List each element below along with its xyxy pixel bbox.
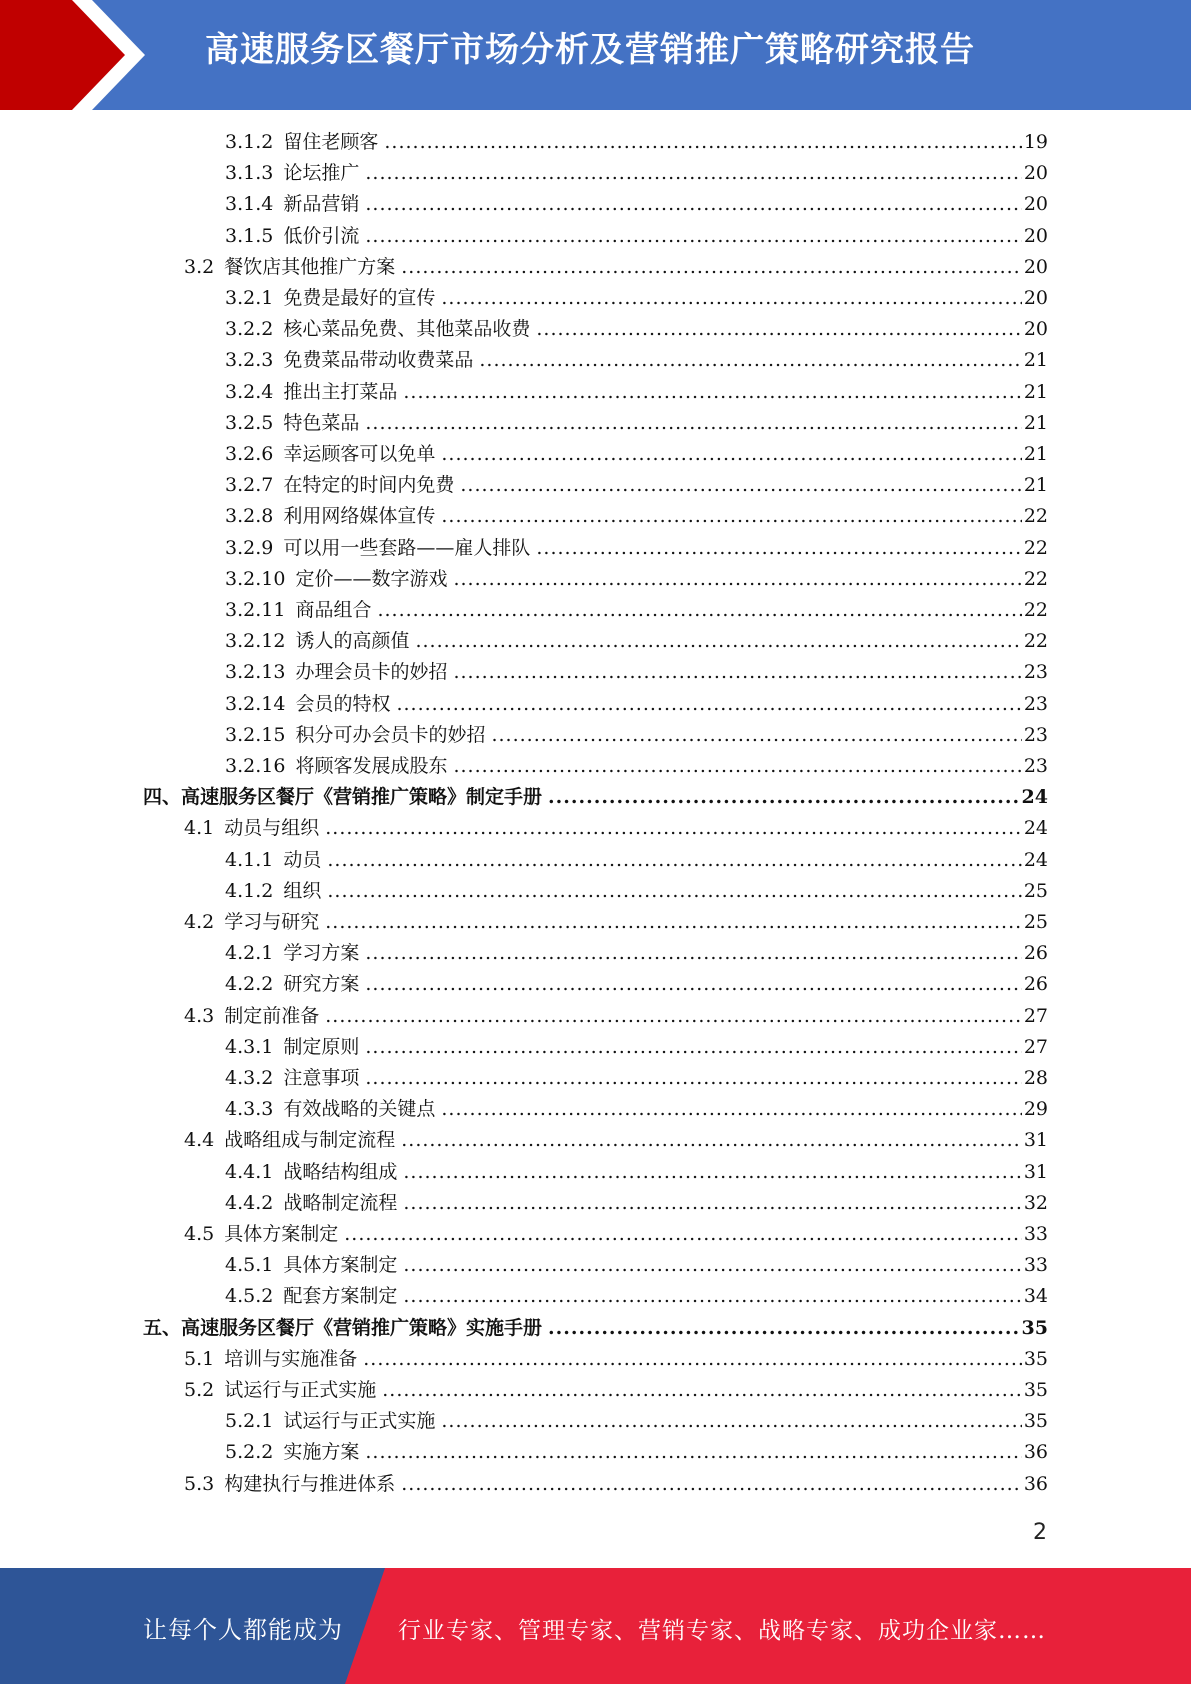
toc-entry-number: 4.1.2 xyxy=(225,879,274,902)
toc-dot-leader xyxy=(548,782,1020,813)
toc-entry-title: 餐饮店其他推广方案 xyxy=(224,255,396,278)
toc-entry-title: 在特定的时间内免费 xyxy=(283,474,455,497)
toc-entry[interactable] xyxy=(225,408,1048,439)
toc-entry-number: 5.2.1 xyxy=(225,1410,274,1433)
toc-dot-leader xyxy=(403,1250,1021,1281)
toc-entry-page: 22 xyxy=(1023,599,1048,621)
toc-entry-number: 3.2 xyxy=(184,255,215,278)
toc-entry-page: 33 xyxy=(1023,1254,1048,1277)
toc-entry-title: 实施方案 xyxy=(283,1441,360,1464)
toc-entry-number: 5.2.2 xyxy=(225,1441,274,1464)
toc-entry-page: 19 xyxy=(1023,131,1048,153)
toc-entry-page: 25 xyxy=(1023,911,1048,933)
toc-entry[interactable] xyxy=(225,938,1048,969)
toc-entry-number: 3.2.1 xyxy=(225,287,274,309)
toc-entry-number: 4.5.2 xyxy=(225,1285,274,1308)
report-title: 高速服务区餐厅市场分析及营销推广策略研究报告 xyxy=(205,30,975,70)
toc-dot-leader xyxy=(441,1406,1021,1437)
toc-entry[interactable] xyxy=(225,751,1048,782)
toc-entry-page: 20 xyxy=(1023,162,1048,185)
toc-entry-title: 组织 xyxy=(283,879,322,902)
toc-entry-title: 战略组成与制定流程 xyxy=(224,1129,396,1152)
toc-entry[interactable] xyxy=(184,813,1048,844)
toc-entry[interactable] xyxy=(184,1469,1048,1500)
toc-dot-leader xyxy=(453,657,1021,688)
toc-entry-page: 31 xyxy=(1023,1160,1048,1183)
toc-entry[interactable] xyxy=(225,1281,1048,1312)
toc-entry-title: 商品组合 xyxy=(295,599,372,621)
toc-entry[interactable] xyxy=(225,127,1048,158)
toc-entry-number: 4.3.1 xyxy=(225,1035,274,1058)
toc-dot-leader xyxy=(365,189,1021,220)
toc-entry-page: 22 xyxy=(1023,536,1048,559)
toc-entry-title: 推出主打菜品 xyxy=(283,380,398,403)
toc-entry[interactable] xyxy=(225,1094,1048,1125)
toc-entry-number: 3.2.8 xyxy=(225,505,274,528)
toc-entry[interactable] xyxy=(184,1001,1048,1032)
page-header xyxy=(0,0,1191,110)
toc-entry-page: 25 xyxy=(1023,879,1048,902)
toc-entry-number: 3.2.7 xyxy=(225,474,274,497)
toc-entry-number: 4.5.1 xyxy=(225,1254,274,1277)
toc-entry-page: 21 xyxy=(1023,411,1048,434)
toc-entry-number: 3.1.5 xyxy=(225,224,274,247)
toc-entry-number: 5.1 xyxy=(184,1347,215,1370)
toc-entry-page: 35 xyxy=(1023,1347,1048,1370)
toc-entry[interactable] xyxy=(225,689,1048,720)
toc-entry-title: 具体方案制定 xyxy=(283,1254,398,1277)
toc-entry-page: 26 xyxy=(1023,973,1048,996)
toc-entry[interactable] xyxy=(225,564,1048,595)
toc-dot-leader xyxy=(548,1313,1020,1344)
toc-entry[interactable] xyxy=(225,439,1048,470)
toc-entry-number: 3.2.10 xyxy=(225,567,286,590)
toc-entry-page: 27 xyxy=(1023,1035,1048,1058)
toc-entry-title: 免费菜品带动收费菜品 xyxy=(283,349,474,372)
toc-entry-number: 3.2.4 xyxy=(225,380,274,403)
toc-entry-title: 论坛推广 xyxy=(283,162,360,185)
toc-entry-number: 4.1.1 xyxy=(225,848,274,871)
toc-entry[interactable] xyxy=(225,345,1048,376)
toc-entry-number: 3.2.14 xyxy=(225,692,286,715)
toc-entry-title: 学习方案 xyxy=(283,942,360,965)
toc-entry[interactable] xyxy=(225,314,1048,345)
toc-entry-page: 27 xyxy=(1023,1004,1048,1027)
toc-dot-leader xyxy=(401,1125,1022,1156)
toc-dot-leader xyxy=(377,595,1021,626)
toc-entry-title: 动员与组织 xyxy=(224,817,320,840)
toc-entry-number: 3.2.3 xyxy=(225,349,274,372)
toc-entry[interactable] xyxy=(184,252,1048,283)
toc-entry[interactable] xyxy=(143,782,1048,813)
toc-entry-page: 24 xyxy=(1023,817,1048,840)
toc-entry-title: 四、高速服务区餐厅《营销推广策略》制定手册 xyxy=(143,786,543,809)
toc-dot-leader xyxy=(491,720,1021,751)
toc-entry[interactable] xyxy=(225,533,1048,564)
toc-entry[interactable] xyxy=(225,377,1048,408)
toc-entry[interactable] xyxy=(225,720,1048,751)
toc-entry-number: 3.2.2 xyxy=(225,318,274,341)
toc-entry-number: 5.3 xyxy=(184,1472,215,1495)
toc-dot-leader xyxy=(365,1063,1021,1094)
toc-entry[interactable] xyxy=(184,1344,1048,1375)
toc-dot-leader xyxy=(536,533,1021,564)
toc-entry-number: 3.2.12 xyxy=(225,630,286,653)
toc-entry-title: 配套方案制定 xyxy=(283,1285,398,1308)
toc-dot-leader xyxy=(396,689,1021,720)
footer-slogan-left: 让每个人都能成为 xyxy=(143,1616,343,1644)
toc-entry[interactable] xyxy=(225,1437,1048,1468)
toc-dot-leader xyxy=(384,127,1021,158)
toc-entry-number: 3.1.4 xyxy=(225,193,274,216)
toc-dot-leader xyxy=(363,1344,1022,1375)
toc-entry-title: 诱人的高颜值 xyxy=(295,630,410,653)
toc-entry-page: 21 xyxy=(1023,474,1048,497)
toc-entry-title: 可以用一些套路——雇人排队 xyxy=(283,536,531,559)
toc-entry-page: 28 xyxy=(1023,1067,1048,1089)
toc-entry-page: 35 xyxy=(1023,1410,1048,1433)
toc-entry-page: 36 xyxy=(1023,1441,1048,1464)
toc-entry[interactable] xyxy=(184,907,1048,938)
toc-entry-page: 20 xyxy=(1023,287,1048,309)
toc-entry-number: 3.2.11 xyxy=(225,599,286,621)
toc-entry[interactable] xyxy=(225,1157,1048,1188)
toc-entry-title: 利用网络媒体宣传 xyxy=(283,505,436,528)
toc-entry-number: 4.1 xyxy=(184,817,215,840)
toc-entry-number: 3.2.5 xyxy=(225,411,274,434)
toc-entry-title: 构建执行与推进体系 xyxy=(224,1472,396,1495)
toc-entry-page: 20 xyxy=(1023,318,1048,341)
toc-dot-leader xyxy=(365,1032,1021,1063)
toc-entry-number: 4.2.1 xyxy=(225,942,274,965)
toc-entry[interactable] xyxy=(225,189,1048,220)
toc-dot-leader xyxy=(441,501,1021,532)
toc-dot-leader xyxy=(403,1281,1021,1312)
toc-dot-leader xyxy=(365,158,1021,189)
toc-entry-page: 22 xyxy=(1023,505,1048,528)
toc-entry-number: 3.1.3 xyxy=(225,162,274,185)
toc-entry-page: 21 xyxy=(1023,443,1048,465)
toc-entry-title: 研究方案 xyxy=(283,973,360,996)
toc-entry-page: 31 xyxy=(1023,1129,1048,1152)
toc-entry[interactable] xyxy=(225,221,1048,252)
toc-entry-page: 24 xyxy=(1021,786,1048,809)
toc-entry[interactable] xyxy=(225,626,1048,657)
toc-dot-leader xyxy=(460,470,1021,501)
toc-entry-title: 幸运顾客可以免单 xyxy=(283,443,436,465)
toc-dot-leader xyxy=(365,1437,1021,1468)
toc-entry-title: 试运行与正式实施 xyxy=(283,1410,436,1433)
toc-entry[interactable] xyxy=(225,969,1048,1000)
toc-dot-leader xyxy=(401,252,1022,283)
toc-entry-title: 核心菜品免费、其他菜品收费 xyxy=(283,318,531,341)
toc-dot-leader xyxy=(325,907,1022,938)
toc-entry-title: 定价——数字游戏 xyxy=(295,567,448,590)
toc-entry-page: 24 xyxy=(1023,848,1048,871)
toc-entry-page: 23 xyxy=(1023,723,1048,746)
toc-dot-leader xyxy=(382,1375,1022,1406)
toc-dot-leader xyxy=(325,1001,1022,1032)
toc-entry-number: 5.2 xyxy=(184,1379,215,1401)
toc-entry-page: 35 xyxy=(1023,1379,1048,1401)
toc-entry-title: 制定前准备 xyxy=(224,1004,320,1027)
footer-slogan-right: 行业专家、管理专家、营销专家、战略专家、成功企业家…… xyxy=(398,1618,1046,1644)
toc-entry-title: 将顾客发展成股东 xyxy=(295,755,448,777)
toc-entry[interactable] xyxy=(225,657,1048,688)
toc-entry-title: 学习与研究 xyxy=(224,911,320,933)
toc-entry[interactable] xyxy=(184,1375,1048,1406)
toc-entry-page: 21 xyxy=(1023,380,1048,403)
toc-entry-title: 新品营销 xyxy=(283,193,360,216)
toc-dot-leader xyxy=(536,314,1021,345)
toc-entry-title: 特色菜品 xyxy=(283,411,360,434)
toc-entry-title: 战略制定流程 xyxy=(283,1191,398,1214)
toc-entry[interactable] xyxy=(184,1125,1048,1156)
toc-entry-page: 23 xyxy=(1023,661,1048,684)
page-number: 2 xyxy=(1033,1520,1047,1545)
toc-entry-page: 20 xyxy=(1023,224,1048,247)
toc-dot-leader xyxy=(365,221,1021,252)
toc-dot-leader xyxy=(325,813,1022,844)
toc-entry-title: 具体方案制定 xyxy=(224,1223,339,1245)
toc-dot-leader xyxy=(415,626,1021,657)
toc-entry[interactable] xyxy=(225,1188,1048,1219)
toc-entry[interactable] xyxy=(225,283,1048,314)
toc-entry[interactable] xyxy=(184,1219,1048,1250)
toc-dot-leader xyxy=(441,439,1021,470)
toc-dot-leader xyxy=(365,408,1021,439)
toc-entry-number: 4.2 xyxy=(184,911,215,933)
header-arrow-decoration xyxy=(0,0,160,110)
toc-entry[interactable] xyxy=(225,1063,1048,1094)
toc-entry-page: 21 xyxy=(1023,349,1048,372)
toc-dot-leader xyxy=(365,969,1021,1000)
toc-entry-page: 35 xyxy=(1021,1316,1048,1339)
toc-entry[interactable] xyxy=(225,470,1048,501)
toc-dot-leader xyxy=(453,564,1021,595)
toc-dot-leader xyxy=(441,1094,1021,1125)
toc-entry-title: 留住老顾客 xyxy=(283,131,379,153)
toc-entry-page: 34 xyxy=(1023,1285,1048,1308)
toc-entry-title: 制定原则 xyxy=(283,1035,360,1058)
toc-entry[interactable] xyxy=(225,876,1048,907)
toc-entry-number: 3.2.6 xyxy=(225,443,274,465)
toc-dot-leader xyxy=(403,377,1021,408)
toc-entry-page: 22 xyxy=(1023,630,1048,653)
toc-entry-page: 23 xyxy=(1023,755,1048,777)
toc-dot-leader xyxy=(401,1469,1022,1500)
toc-entry[interactable] xyxy=(225,501,1048,532)
toc-entry-number: 4.3 xyxy=(184,1004,215,1027)
toc-entry-page: 33 xyxy=(1023,1223,1048,1245)
toc-entry-title: 免费是最好的宣传 xyxy=(283,287,436,309)
toc-entry[interactable] xyxy=(225,1032,1048,1063)
toc-entry-title: 办理会员卡的妙招 xyxy=(295,661,448,684)
toc-entry-number: 4.3.2 xyxy=(225,1067,274,1089)
toc-entry-page: 26 xyxy=(1023,942,1048,965)
toc-entry-page: 20 xyxy=(1023,193,1048,216)
toc-entry-title: 五、高速服务区餐厅《营销推广策略》实施手册 xyxy=(143,1316,543,1339)
toc-entry-page: 22 xyxy=(1023,567,1048,590)
toc-dot-leader xyxy=(479,345,1021,376)
toc-dot-leader xyxy=(327,876,1021,907)
toc-dot-leader xyxy=(365,938,1021,969)
toc-entry-number: 4.2.2 xyxy=(225,973,274,996)
toc-entry-number: 3.1.2 xyxy=(225,131,274,153)
toc-entry-title: 培训与实施准备 xyxy=(224,1347,358,1370)
toc-entry-title: 动员 xyxy=(283,848,322,871)
toc-entry-title: 战略结构组成 xyxy=(283,1160,398,1183)
toc-entry-number: 3.2.13 xyxy=(225,661,286,684)
toc-dot-leader xyxy=(403,1157,1021,1188)
toc-entry-page: 32 xyxy=(1023,1191,1048,1214)
toc-entry-number: 4.5 xyxy=(184,1223,215,1245)
toc-entry-title: 有效战略的关键点 xyxy=(283,1098,436,1121)
toc-entry-page: 23 xyxy=(1023,692,1048,715)
toc-entry-page: 29 xyxy=(1023,1098,1048,1121)
toc-entry[interactable] xyxy=(225,1250,1048,1281)
toc-dot-leader xyxy=(344,1219,1022,1250)
toc-entry-number: 3.2.15 xyxy=(225,723,286,746)
toc-entry-title: 低价引流 xyxy=(283,224,360,247)
toc-entry-number: 3.2.16 xyxy=(225,755,286,777)
toc-entry-title: 积分可办会员卡的妙招 xyxy=(295,723,486,746)
toc-entry[interactable] xyxy=(225,595,1048,626)
toc-entry-title: 注意事项 xyxy=(283,1067,360,1089)
toc-entry[interactable] xyxy=(143,1313,1048,1344)
toc-entry-number: 3.2.9 xyxy=(225,536,274,559)
toc-entry-page: 36 xyxy=(1023,1472,1048,1495)
toc-entry-number: 4.4.1 xyxy=(225,1160,274,1183)
toc-dot-leader xyxy=(453,751,1021,782)
toc-entry-page: 20 xyxy=(1023,255,1048,278)
toc-entry[interactable] xyxy=(225,1406,1048,1437)
toc-entry-number: 4.4 xyxy=(184,1129,215,1152)
toc-entry[interactable] xyxy=(225,158,1048,189)
toc-entry-number: 4.4.2 xyxy=(225,1191,274,1214)
page-footer xyxy=(0,1568,1191,1684)
toc-entry[interactable] xyxy=(225,845,1048,876)
toc-entry-title: 会员的特权 xyxy=(295,692,391,715)
toc-entry-number: 4.3.3 xyxy=(225,1098,274,1121)
toc-dot-leader xyxy=(441,283,1021,314)
toc-dot-leader xyxy=(403,1188,1021,1219)
toc-dot-leader xyxy=(327,845,1021,876)
toc-entry-title: 试运行与正式实施 xyxy=(224,1379,377,1401)
